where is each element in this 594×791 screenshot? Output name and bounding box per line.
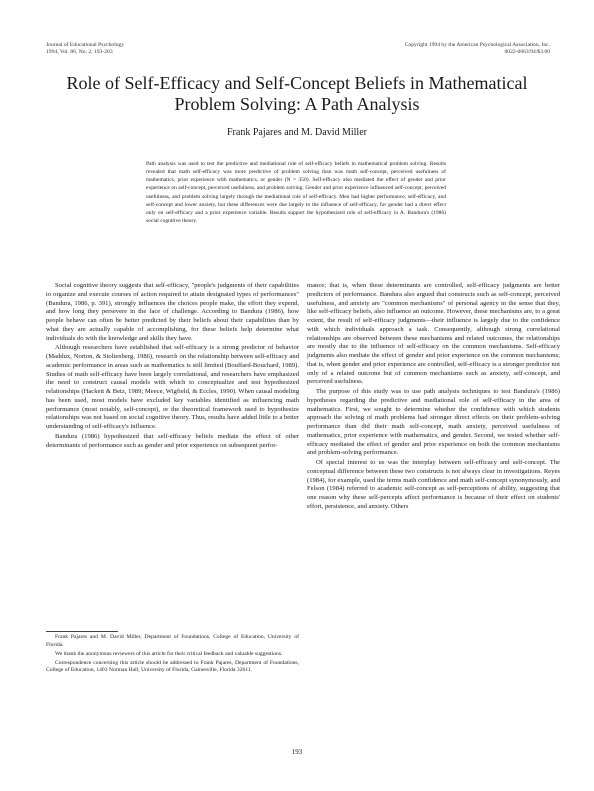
footnote-acknowledgment: We thank the anonymous reviewers of this article for their critical feedback and valuable suggestions. [55, 650, 283, 657]
footnote-correspondence: Correspondence concerning this article should be addressed to Frank Pajares, Department of Foundations, College of Education, 1403 Norman Hall, University of Florida, Gainesville, Florida 32611. [46, 659, 299, 673]
article-authors: Frank Pajares and M. David Miller [227, 127, 367, 138]
article-title: Role of Self-Efficacy and Self-Concept Beliefs in Mathematical Problem Solving: A Path Analysis [66, 73, 528, 114]
paragraph: mance; that is, when these determinants are controlled, self-efficacy judgments are better predictors of performance. Bandura also argued that constructs such as self-concept, perceived usefulness, and anxiety are "common mechanisms" of personal agency in the sense that they, like self-efficacy beliefs, also influence an outcome. However, these mechanisms are, to a great extent, the result of self-efficacy judgments—their influence is largely due to the confidence with which individuals approach a task. Consequently, although strong correlational relationships are observed between these mechanisms and related outcomes, the relationships are mostly due to the influence of self-efficacy on the common mechanisms. Self-efficacy judgments also mediate the effect of gender and prior experience on the common mechanisms; that is, when gender and prior experience are controlled, self-efficacy is a stronger predictor not only of a related outcome but of common mechanisms such as anxiety, self-concept, and perceived usefulness. [307, 282, 560, 386]
issn-line: 0022-0663/94/$3.00 [504, 49, 550, 55]
paragraph: Social cognitive theory suggests that self-efficacy, "people's judgments of their capabilities to organize and execute courses of action required to attain designated types of performances" (Bandura, 1986, p. 391), strongly influences the choices people make, the effort they expend, and how long they persevere in the face of challenge. According to Bandura (1986), how people behave can often be better predicted by their beliefs about their capabilities than by what they are actually capable of accomplishing, for these beliefs help determine what individuals do with the knowledge and skills they have. [46, 282, 299, 342]
journal-volume: 1994, Vol. 86, No. 2, 193-203 [46, 49, 113, 55]
abstract: Path analysis was used to test the predictive and mediational role of self-efficacy beliefs in mathematical problem solving. Results revealed that math self-efficacy was more predictive of problem solving than was math self-concept, perceived usefulness of mathematics, prior experience with mathematics, or gender (N = 350). Self-efficacy also mediated the effect of gender and prior experience on self-concept, perceived usefulness, and problem solving. Gender and prior experience influenced self-concept, perceived usefulness, and problem solving largely through the mediational role of self-efficacy. Men had higher performance, self-efficacy, and self-concept and lower anxiety, but these differences were due largely to the influence of self-efficacy, for gender had a direct effect only on self-efficacy and a prior experience variable. Results support the hypothesized role of self-efficacy in A. Bandura's (1986) social cognitive theory. [146, 161, 446, 225]
footnote-affiliation: Frank Pajares and M. David Miller, Department of Foundations, College of Education, University of Florida. [46, 634, 299, 648]
journal-citation [46, 42, 124, 56]
journal-name: Journal of Educational Psychology [46, 42, 125, 48]
paragraph: Bandura (1986) hypothesized that self-efficacy beliefs mediate the effect of other determinants of performance such as gender and prior experience on subsequent perfor- [46, 432, 299, 449]
paragraph: Although researchers have established that self-efficacy is a strong predictor of behavior (Maddux, Norton, & Stoltenberg, 1986), research on the relationship between self-efficacy and academic performance in areas such as mathematics is still limited (Bouffard-Bouchard, 1989). Studies of math self-efficacy have been largely correlational, and researchers have emphasized the need to construct causal models with which to conceptualize and test hypothesized relationships (Hackett & Betz, 1989; Meece, Wigfield, & Eccles, 1990). When causal modeling has been used, most models have excluded key variables identified as influencing math performance (most notably, self-concept), or the theoretical framework used to hypothesize relationships was not based on social cognitive theory. Thus, results have added little to a better understanding of self-efficacy's influence. [46, 344, 299, 430]
paragraph: The purpose of this study was to use path analysis techniques to test Bandura's (1986) hypotheses regarding the predictive and mediational role of self-efficacy in the area of mathematics. First, we sought to determine whether the confidence with which students approach the solving of math problems had stronger direct effects on their problem-solving performance than did their math self-concept, math anxiety, perceived usefulness of mathematics, prior experience with mathematics, and gender. Second, we tested whether self-efficacy mediated the effect of gender and prior experience on both the common mechanisms and problem-solving performance. [307, 388, 560, 457]
copyright-line: Copyright 1994 by the American Psychological Association, Inc. [404, 42, 550, 48]
footnote-divider [46, 631, 118, 632]
body-column-right [307, 282, 560, 512]
copyright-notice [405, 42, 550, 56]
body-column-left [46, 282, 299, 450]
page-number: 193 [291, 748, 303, 756]
paragraph: Of special interest to us was the interplay between self-efficacy and self-concept. The conceptual difference between these two constructs is not always clear in investigations. Reyes (1984), for example, used the terms math confidence and math self-concept synonymously, and Felson (1984) referred to academic self-concept as self-perceptions of ability, suggesting that one reason why these self-percepts affect performance is because of their effect on students' effort, persistence, and anxiety. Others [307, 459, 560, 510]
author-note [46, 634, 299, 676]
